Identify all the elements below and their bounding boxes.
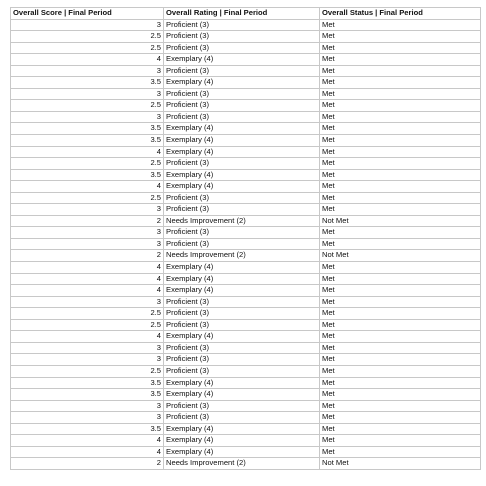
- table-row: [11, 181, 481, 193]
- overall-status-cell: Not Met: [320, 215, 481, 227]
- overall-score-cell: 4: [11, 181, 164, 193]
- overall-score-cell: 2.5: [11, 42, 164, 54]
- overall-status-cell: Met: [320, 308, 481, 320]
- overall-score-cell: 2.5: [11, 308, 164, 320]
- table-body: [11, 19, 481, 469]
- table-row: [11, 262, 481, 274]
- table-row: [11, 54, 481, 66]
- overall-score-cell: 3.5: [11, 77, 164, 89]
- table-row: [11, 19, 481, 31]
- overall-status-cell: Not Met: [320, 458, 481, 470]
- overall-rating-cell: Proficient (3): [164, 238, 320, 250]
- overall-score-cell: 2: [11, 250, 164, 262]
- overall-rating-cell: Proficient (3): [164, 158, 320, 170]
- overall-score-cell: 3: [11, 296, 164, 308]
- overall-score-cell: 3: [11, 412, 164, 424]
- overall-rating-cell: Needs Improvement (2): [164, 250, 320, 262]
- overall-score-cell: 4: [11, 435, 164, 447]
- column-header-overall-score: Overall Score | Final Period: [11, 8, 164, 20]
- table-row: [11, 135, 481, 147]
- overall-rating-cell: Exemplary (4): [164, 435, 320, 447]
- table-row: [11, 31, 481, 43]
- table-row: [11, 77, 481, 89]
- overall-status-cell: Met: [320, 227, 481, 239]
- overall-score-cell: 3: [11, 65, 164, 77]
- table-row: [11, 215, 481, 227]
- overall-status-cell: Met: [320, 331, 481, 343]
- overall-rating-cell: Exemplary (4): [164, 423, 320, 435]
- overall-score-cell: 4: [11, 285, 164, 297]
- table-row: [11, 238, 481, 250]
- column-header-overall-status: Overall Status | Final Period: [320, 8, 481, 20]
- overall-rating-cell: Proficient (3): [164, 31, 320, 43]
- overall-status-cell: Met: [320, 19, 481, 31]
- table-row: [11, 446, 481, 458]
- overall-rating-cell: Needs Improvement (2): [164, 215, 320, 227]
- overall-rating-cell: Proficient (3): [164, 296, 320, 308]
- overall-status-cell: Met: [320, 146, 481, 158]
- overall-rating-cell: Exemplary (4): [164, 273, 320, 285]
- overall-score-cell: 3.5: [11, 423, 164, 435]
- overall-status-cell: Met: [320, 400, 481, 412]
- overall-score-cell: 3.5: [11, 169, 164, 181]
- header-row: [11, 8, 481, 20]
- table-row: [11, 365, 481, 377]
- overall-status-cell: Met: [320, 377, 481, 389]
- column-header-overall-rating: Overall Rating | Final Period: [164, 8, 320, 20]
- overall-score-cell: 4: [11, 54, 164, 66]
- overall-score-cell: 2: [11, 215, 164, 227]
- overall-status-cell: Met: [320, 238, 481, 250]
- table-row: [11, 400, 481, 412]
- overall-status-cell: Met: [320, 285, 481, 297]
- table-row: [11, 227, 481, 239]
- overall-score-cell: 3.5: [11, 123, 164, 135]
- overall-rating-cell: Proficient (3): [164, 354, 320, 366]
- overall-score-cell: 3: [11, 111, 164, 123]
- overall-score-cell: 2.5: [11, 192, 164, 204]
- table-row: [11, 65, 481, 77]
- overall-score-cell: 3.5: [11, 377, 164, 389]
- overall-status-cell: Met: [320, 319, 481, 331]
- table-row: [11, 88, 481, 100]
- overall-rating-cell: Proficient (3): [164, 88, 320, 100]
- overall-rating-cell: Proficient (3): [164, 412, 320, 424]
- overall-score-cell: 2: [11, 458, 164, 470]
- table-row: [11, 423, 481, 435]
- overall-score-cell: 4: [11, 262, 164, 274]
- overall-status-cell: Met: [320, 354, 481, 366]
- overall-status-cell: Met: [320, 389, 481, 401]
- table-row: [11, 308, 481, 320]
- overall-rating-cell: Exemplary (4): [164, 181, 320, 193]
- overall-status-cell: Met: [320, 88, 481, 100]
- table-row: [11, 192, 481, 204]
- overall-status-cell: Met: [320, 192, 481, 204]
- table-row: [11, 319, 481, 331]
- table-row: [11, 273, 481, 285]
- overall-status-cell: Met: [320, 100, 481, 112]
- overall-rating-cell: Proficient (3): [164, 365, 320, 377]
- overall-status-cell: Met: [320, 42, 481, 54]
- overall-status-cell: Met: [320, 123, 481, 135]
- table-row: [11, 412, 481, 424]
- overall-score-cell: 3: [11, 342, 164, 354]
- overall-status-cell: Met: [320, 181, 481, 193]
- overall-status-cell: Met: [320, 296, 481, 308]
- overall-rating-cell: Proficient (3): [164, 308, 320, 320]
- overall-rating-cell: Proficient (3): [164, 400, 320, 412]
- table-row: [11, 146, 481, 158]
- overall-status-cell: Met: [320, 169, 481, 181]
- overall-score-cell: 4: [11, 273, 164, 285]
- overall-rating-cell: Proficient (3): [164, 192, 320, 204]
- overall-score-cell: 3: [11, 354, 164, 366]
- table-row: [11, 111, 481, 123]
- overall-status-cell: Met: [320, 262, 481, 274]
- overall-score-cell: 4: [11, 146, 164, 158]
- overall-score-cell: 4: [11, 446, 164, 458]
- overall-score-cell: 3: [11, 204, 164, 216]
- overall-rating-cell: Exemplary (4): [164, 146, 320, 158]
- overall-rating-cell: Proficient (3): [164, 65, 320, 77]
- table-row: [11, 285, 481, 297]
- overall-status-cell: Met: [320, 111, 481, 123]
- overall-status-cell: Met: [320, 365, 481, 377]
- overall-status-cell: Met: [320, 65, 481, 77]
- overall-score-cell: 3: [11, 19, 164, 31]
- overall-rating-cell: Proficient (3): [164, 42, 320, 54]
- overall-rating-cell: Exemplary (4): [164, 123, 320, 135]
- overall-score-cell: 3.5: [11, 135, 164, 147]
- table-row: [11, 354, 481, 366]
- table-row: [11, 435, 481, 447]
- overall-score-cell: 3.5: [11, 389, 164, 401]
- table-row: [11, 169, 481, 181]
- overall-rating-cell: Proficient (3): [164, 227, 320, 239]
- overall-score-cell: 4: [11, 331, 164, 343]
- overall-status-cell: Met: [320, 273, 481, 285]
- table-row: [11, 296, 481, 308]
- table-row: [11, 389, 481, 401]
- overall-status-cell: Met: [320, 446, 481, 458]
- overall-score-cell: 3: [11, 400, 164, 412]
- overall-rating-cell: Proficient (3): [164, 342, 320, 354]
- overall-rating-cell: Proficient (3): [164, 100, 320, 112]
- table-row: [11, 458, 481, 470]
- overall-score-cell: 2.5: [11, 31, 164, 43]
- overall-rating-cell: Proficient (3): [164, 111, 320, 123]
- overall-rating-cell: Exemplary (4): [164, 169, 320, 181]
- overall-status-cell: Met: [320, 423, 481, 435]
- overall-status-cell: Met: [320, 135, 481, 147]
- overall-rating-cell: Exemplary (4): [164, 446, 320, 458]
- overall-score-cell: 3: [11, 88, 164, 100]
- overall-rating-cell: Proficient (3): [164, 204, 320, 216]
- overall-status-cell: Met: [320, 31, 481, 43]
- overall-status-cell: Met: [320, 435, 481, 447]
- overall-rating-cell: Exemplary (4): [164, 389, 320, 401]
- overall-rating-cell: Exemplary (4): [164, 77, 320, 89]
- overall-rating-cell: Exemplary (4): [164, 262, 320, 274]
- overall-score-cell: 2.5: [11, 365, 164, 377]
- overall-status-cell: Met: [320, 412, 481, 424]
- overall-rating-cell: Exemplary (4): [164, 285, 320, 297]
- overall-score-cell: 2.5: [11, 100, 164, 112]
- overall-score-cell: 2.5: [11, 319, 164, 331]
- table-row: [11, 250, 481, 262]
- table-row: [11, 42, 481, 54]
- overall-score-cell: 2.5: [11, 158, 164, 170]
- overall-score-cell: 3: [11, 238, 164, 250]
- overall-rating-cell: Exemplary (4): [164, 135, 320, 147]
- overall-rating-cell: Needs Improvement (2): [164, 458, 320, 470]
- results-table: [10, 7, 481, 470]
- table-row: [11, 204, 481, 216]
- overall-status-cell: Met: [320, 342, 481, 354]
- table-row: [11, 331, 481, 343]
- overall-status-cell: Not Met: [320, 250, 481, 262]
- table-row: [11, 342, 481, 354]
- overall-status-cell: Met: [320, 204, 481, 216]
- overall-rating-cell: Proficient (3): [164, 319, 320, 331]
- overall-status-cell: Met: [320, 54, 481, 66]
- table-row: [11, 100, 481, 112]
- overall-rating-cell: Exemplary (4): [164, 331, 320, 343]
- overall-rating-cell: Exemplary (4): [164, 54, 320, 66]
- spreadsheet: [10, 7, 480, 470]
- overall-rating-cell: Exemplary (4): [164, 377, 320, 389]
- overall-status-cell: Met: [320, 158, 481, 170]
- table-row: [11, 123, 481, 135]
- overall-status-cell: Met: [320, 77, 481, 89]
- overall-score-cell: 3: [11, 227, 164, 239]
- table-row: [11, 158, 481, 170]
- table-row: [11, 377, 481, 389]
- overall-rating-cell: Proficient (3): [164, 19, 320, 31]
